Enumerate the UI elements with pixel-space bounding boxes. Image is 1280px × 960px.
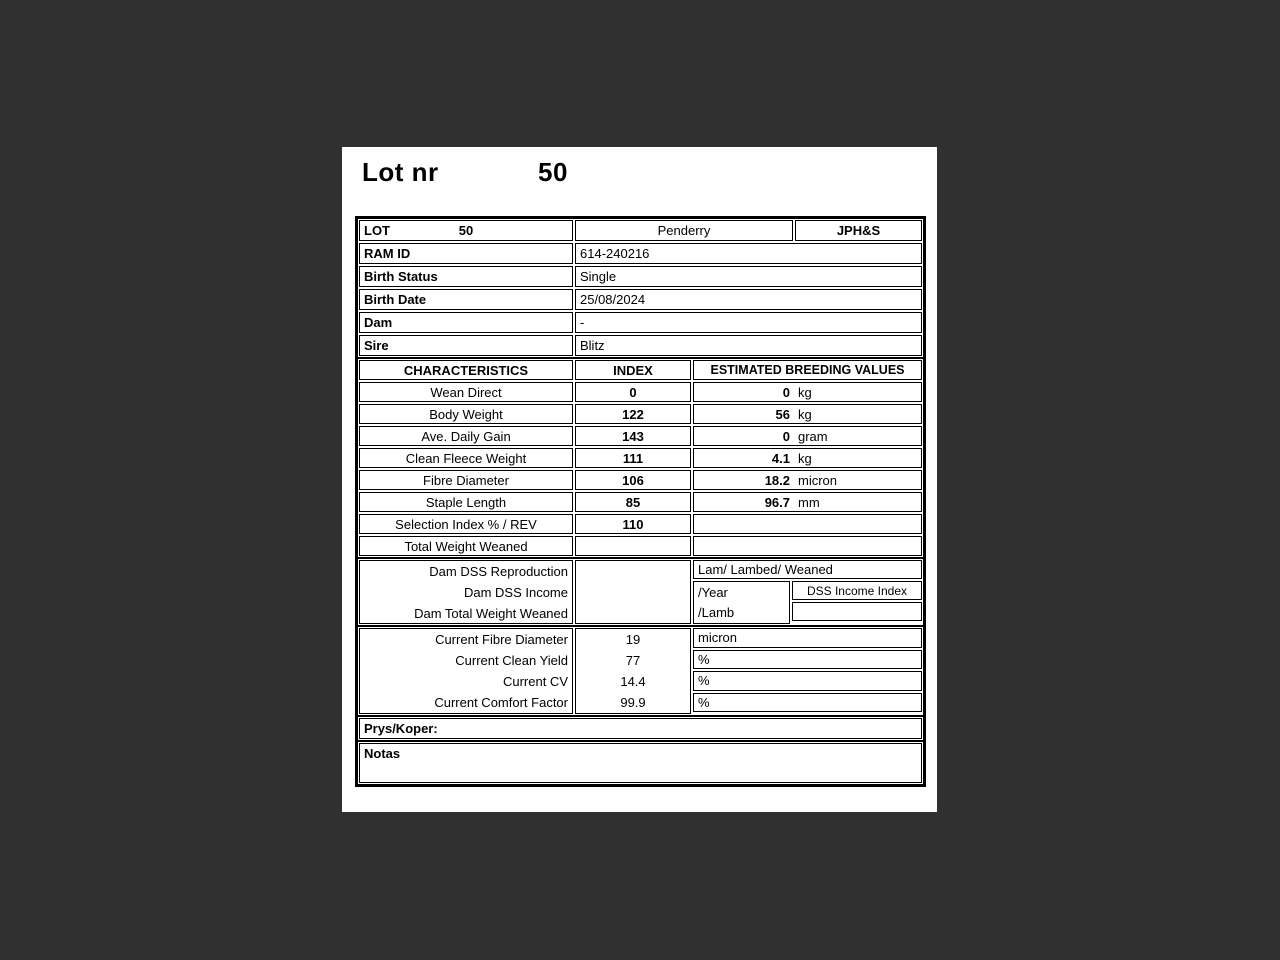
price-buyer-row bbox=[358, 717, 923, 740]
dam-dss-reproduction-label: Dam DSS Reproduction bbox=[429, 564, 568, 579]
per-lamb-label: /Lamb bbox=[698, 605, 735, 621]
ebv-cell bbox=[693, 404, 922, 424]
index-value: 106 bbox=[575, 470, 691, 490]
ebv-value: 0 bbox=[782, 428, 790, 444]
index-value: 85 bbox=[575, 492, 691, 512]
lot-label: LOT bbox=[364, 223, 390, 238]
notes-label: Notas bbox=[359, 743, 922, 783]
index-value bbox=[575, 536, 691, 556]
dss-income-index-boxes bbox=[791, 580, 923, 625]
sire-row bbox=[358, 334, 923, 357]
birth-status-value: Single bbox=[575, 266, 922, 287]
ram-id-label: RAM ID bbox=[359, 243, 573, 264]
ebv-cell bbox=[693, 448, 922, 468]
dam-total-weight-weaned-label: Dam Total Weight Weaned bbox=[414, 606, 568, 621]
ebv-value: 0 bbox=[782, 384, 790, 400]
table-row-body-weight bbox=[358, 403, 923, 425]
current-comfort-factor-value: 99.9 bbox=[620, 695, 646, 710]
birth-date-label: Birth Date bbox=[359, 289, 573, 310]
dam-dss-income-label: Dam DSS Income bbox=[463, 585, 568, 600]
sire-value: Blitz bbox=[575, 335, 922, 356]
table-row-wean-direct bbox=[358, 381, 923, 403]
ebv-cell bbox=[693, 536, 922, 556]
ebv-unit: kg bbox=[798, 384, 812, 400]
characteristic-name: Wean Direct bbox=[359, 382, 573, 402]
characteristic-name: Staple Length bbox=[359, 492, 573, 512]
characteristic-name: Selection Index % / REV bbox=[359, 514, 573, 534]
dam-dss-labels bbox=[359, 560, 573, 624]
current-units bbox=[692, 627, 923, 715]
dam-value: - bbox=[575, 312, 922, 333]
current-clean-yield-unit: % bbox=[693, 650, 922, 670]
ebv-cell bbox=[693, 514, 922, 534]
current-labels bbox=[359, 628, 573, 714]
price-buyer-section bbox=[358, 715, 923, 740]
current-clean-yield-value: 77 bbox=[625, 653, 641, 668]
dam-dss-subgrid bbox=[692, 580, 923, 625]
lot-card-page bbox=[342, 147, 937, 812]
table-row-clean-fleece-weight bbox=[358, 447, 923, 469]
current-fibre-diameter-unit: micron bbox=[693, 628, 922, 648]
current-cv-value: 14.4 bbox=[620, 674, 646, 689]
dam-dss-section bbox=[358, 557, 923, 625]
birth-status-row bbox=[358, 265, 923, 288]
characteristics-header-row bbox=[358, 359, 923, 381]
ebv-unit: gram bbox=[798, 428, 828, 444]
characteristic-name: Total Weight Weaned bbox=[359, 536, 573, 556]
ebv-cell bbox=[693, 470, 922, 490]
per-year-label: /Year bbox=[698, 584, 728, 600]
characteristics-section bbox=[358, 357, 923, 557]
current-comfort-factor-unit: % bbox=[693, 693, 922, 713]
ebv-value: 4.1 bbox=[771, 450, 790, 466]
page-title bbox=[362, 157, 782, 189]
current-measurements-section bbox=[358, 625, 923, 715]
current-cv-label: Current CV bbox=[502, 674, 568, 689]
ebv-cell bbox=[693, 492, 922, 512]
lot-value: 50 bbox=[458, 223, 474, 238]
index-value: 111 bbox=[575, 448, 691, 468]
lot-card-table bbox=[355, 216, 926, 787]
info-section bbox=[358, 219, 923, 357]
characteristic-name: Fibre Diameter bbox=[359, 470, 573, 490]
dam-dss-empty-cell bbox=[575, 560, 691, 624]
owner-initials-cell: JPH&S bbox=[795, 220, 922, 241]
notes-section bbox=[358, 740, 923, 784]
ebv-unit: micron bbox=[798, 472, 838, 488]
index-value: 0 bbox=[575, 382, 691, 402]
current-fibre-diameter-value: 19 bbox=[625, 632, 641, 647]
lot-number-heading: 50 bbox=[538, 157, 568, 187]
index-value: 110 bbox=[575, 514, 691, 534]
current-clean-yield-label: Current Clean Yield bbox=[455, 653, 568, 668]
table-row-daily-gain bbox=[358, 425, 923, 447]
table-row-staple-length bbox=[358, 491, 923, 513]
characteristic-name: Ave. Daily Gain bbox=[359, 426, 573, 446]
ram-id-row bbox=[358, 242, 923, 265]
birth-status-label: Birth Status bbox=[359, 266, 573, 287]
dam-dss-row bbox=[358, 559, 923, 625]
dss-income-index-value bbox=[792, 602, 922, 621]
ebv-cell bbox=[693, 426, 922, 446]
ram-id-value: 614-240216 bbox=[575, 243, 922, 264]
lot-label-cell bbox=[359, 220, 573, 241]
birth-date-row bbox=[358, 288, 923, 311]
dam-label: Dam bbox=[359, 312, 573, 333]
current-comfort-factor-label: Current Comfort Factor bbox=[434, 695, 568, 710]
table-row-total-weight-weaned bbox=[358, 535, 923, 557]
current-cv-unit: % bbox=[693, 671, 922, 691]
characteristic-name: Body Weight bbox=[359, 404, 573, 424]
notes-row bbox=[358, 742, 923, 784]
ebv-value: 56 bbox=[775, 406, 790, 422]
index-value: 143 bbox=[575, 426, 691, 446]
current-fibre-diameter-label: Current Fibre Diameter bbox=[435, 632, 568, 647]
per-year-lamb-labels bbox=[693, 581, 790, 624]
table-row-selection-index bbox=[358, 513, 923, 535]
table-row-fibre-diameter bbox=[358, 469, 923, 491]
sire-label: Sire bbox=[359, 335, 573, 356]
current-values bbox=[575, 628, 691, 714]
dam-dss-right-block bbox=[692, 559, 923, 625]
dam-row bbox=[358, 311, 923, 334]
lot-header-row bbox=[358, 219, 923, 242]
ebv-cell bbox=[693, 382, 922, 402]
current-measurements-row bbox=[358, 627, 923, 715]
index-header: INDEX bbox=[575, 360, 691, 380]
characteristics-header: CHARACTERISTICS bbox=[359, 360, 573, 380]
price-buyer-label: Prys/Koper: bbox=[359, 718, 922, 739]
ebv-value: 18.2 bbox=[764, 472, 790, 488]
stud-name-cell: Penderry bbox=[575, 220, 793, 241]
index-value: 122 bbox=[575, 404, 691, 424]
ebv-unit: kg bbox=[798, 406, 812, 422]
dss-income-index-label: DSS Income Index bbox=[792, 581, 922, 600]
lot-nr-label: Lot nr bbox=[362, 157, 439, 187]
ebv-header: ESTIMATED BREEDING VALUES bbox=[693, 360, 922, 380]
lam-lambed-weaned-cell: Lam/ Lambed/ Weaned bbox=[693, 560, 922, 579]
ebv-value: 96.7 bbox=[764, 494, 790, 510]
ebv-unit: kg bbox=[798, 450, 812, 466]
birth-date-value: 25/08/2024 bbox=[575, 289, 922, 310]
characteristic-name: Clean Fleece Weight bbox=[359, 448, 573, 468]
ebv-unit: mm bbox=[798, 494, 820, 510]
